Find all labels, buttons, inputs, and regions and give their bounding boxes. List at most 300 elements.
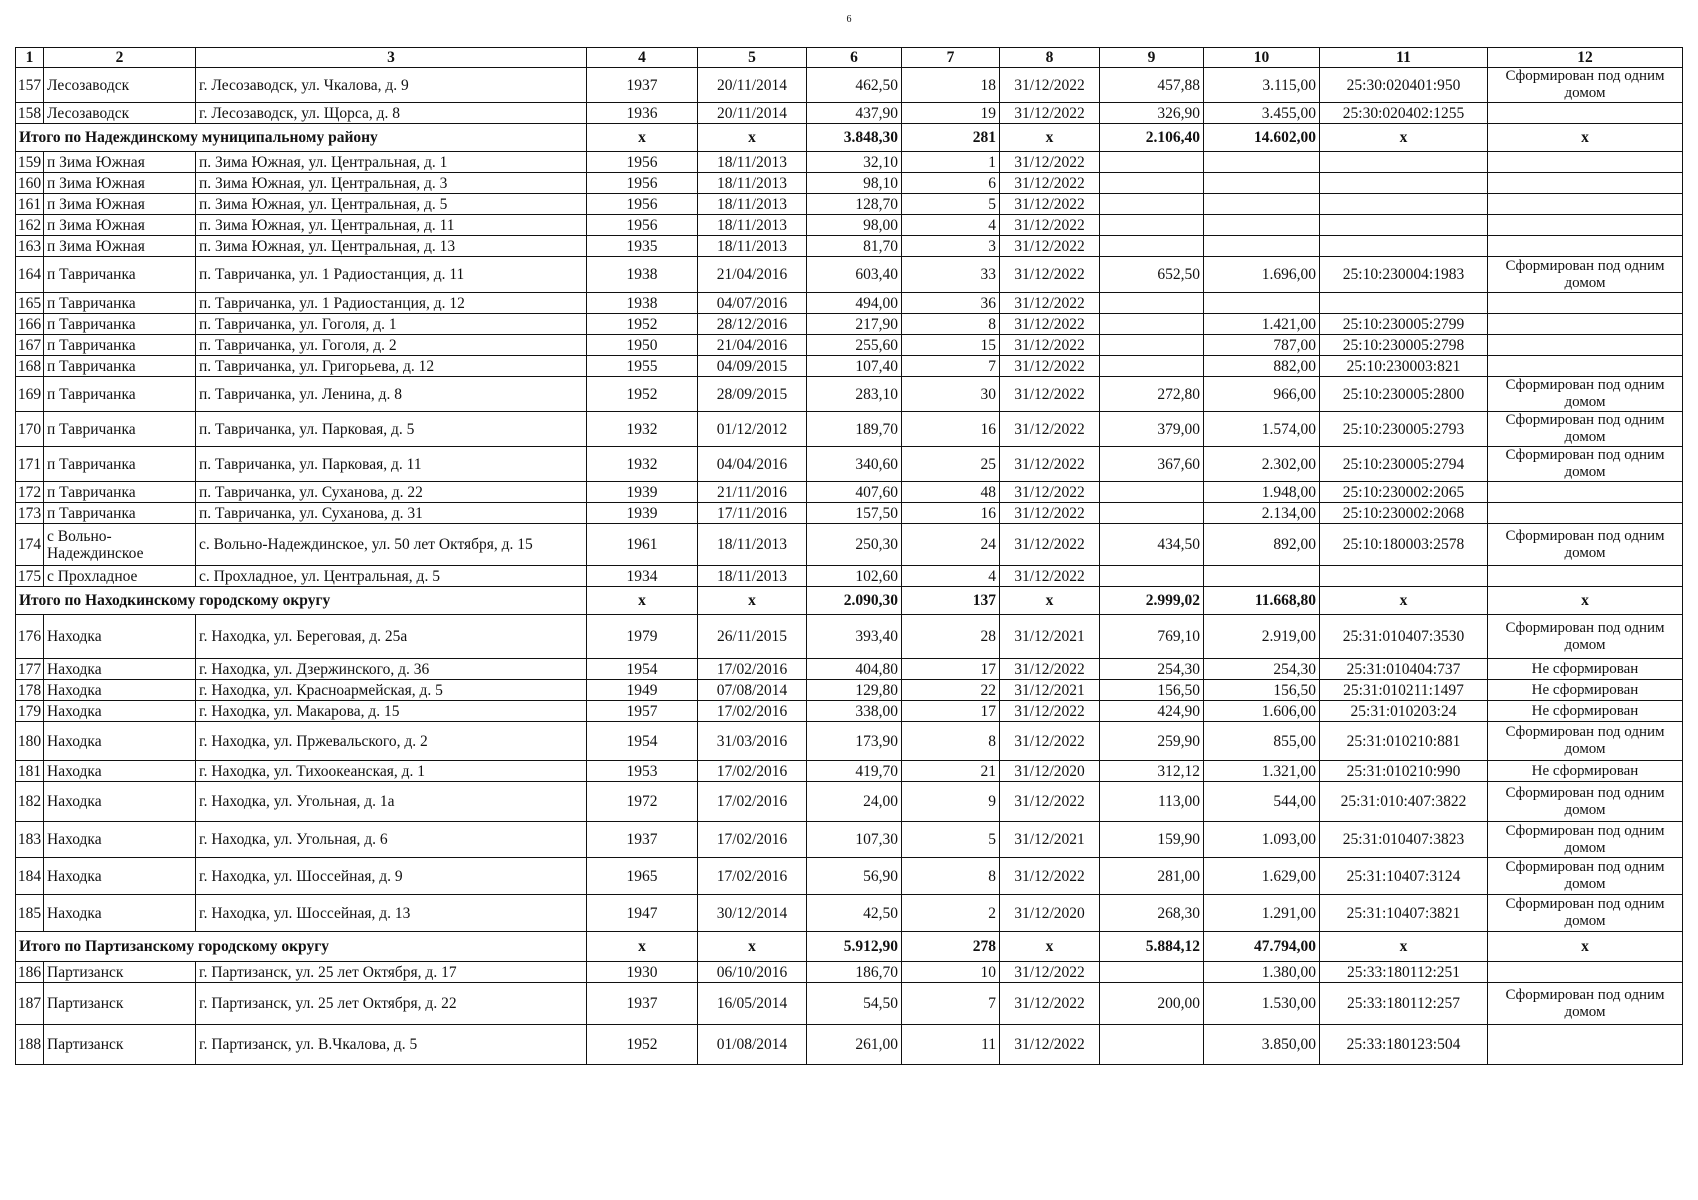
land-area-cell: 434,50 [1100,524,1204,566]
table-row [16,524,1683,566]
locality-cell: п Зима Южная [44,194,196,215]
address-cell: г. Партизанск, ул. В.Чкалова, д. 5 [196,1025,587,1065]
deadline-cell: 31/12/2022 [1000,524,1100,566]
cadastral-cell [1320,215,1488,236]
address-cell: г. Находка, ул. Угольная, д. 1а [196,782,587,822]
table-row [16,335,1683,356]
date-cell: 31/03/2016 [698,722,807,761]
year-cell: 1937 [587,822,698,858]
cadastral-cell: 25:33:180112:251 [1320,962,1488,983]
note-cell: Сформирован под одним домом [1488,858,1683,895]
area-cell: 407,60 [807,482,902,503]
row-number-cell: 167 [16,335,44,356]
address-cell: п. Тавричанка, ул. 1 Радиостанция, д. 11 [196,257,587,293]
year-cell: 1952 [587,314,698,335]
land-area-cell [1100,503,1204,524]
col-header: 10 [1204,48,1320,68]
locality-cell: п Тавричанка [44,314,196,335]
note-cell: Сформирован под одним домом [1488,257,1683,293]
table-row [16,1025,1683,1065]
deadline-cell: 31/12/2022 [1000,962,1100,983]
plot-area-cell [1204,293,1320,314]
area-cell: 419,70 [807,761,902,782]
deadline-cell: 31/12/2022 [1000,482,1100,503]
cadastral-cell [1320,194,1488,215]
cadastral-cell: 25:10:230002:2068 [1320,503,1488,524]
address-cell: г. Лесозаводск, ул. Чкалова, д. 9 [196,68,587,103]
deadline-cell: 31/12/2022 [1000,215,1100,236]
deadline-cell: 31/12/2022 [1000,356,1100,377]
people-cell: 137 [902,587,1000,615]
cadastral-cell: 25:10:230004:1983 [1320,257,1488,293]
address-cell: г. Находка, ул. Угольная, д. 6 [196,822,587,858]
year-cell: 1950 [587,335,698,356]
date-cell: 21/11/2016 [698,482,807,503]
year-cell: 1938 [587,293,698,314]
note-cell: Сформирован под одним домом [1488,615,1683,659]
row-number-cell: 169 [16,377,44,412]
deadline-cell: 31/12/2022 [1000,377,1100,412]
date-cell: 28/12/2016 [698,314,807,335]
note-cell: Не сформирован [1488,701,1683,722]
date-cell: 16/05/2014 [698,983,807,1025]
note-cell: Сформирован под одним домом [1488,524,1683,566]
year-cell: 1957 [587,701,698,722]
locality-cell: п Тавричанка [44,412,196,447]
date-cell: 18/11/2013 [698,524,807,566]
date-cell: 04/07/2016 [698,293,807,314]
land-area-cell: 424,90 [1100,701,1204,722]
table-row [16,215,1683,236]
plot-area-cell: 1.380,00 [1204,962,1320,983]
date-cell: 21/04/2016 [698,257,807,293]
year-cell: 1952 [587,1025,698,1065]
cadastral-cell: 25:33:180112:257 [1320,983,1488,1025]
locality-cell: п Зима Южная [44,173,196,194]
area-cell: 340,60 [807,447,902,482]
table-row [16,615,1683,659]
address-cell: п. Зима Южная, ул. Центральная, д. 3 [196,173,587,194]
deadline-cell: 31/12/2022 [1000,701,1100,722]
plot-area-cell: 882,00 [1204,356,1320,377]
address-cell: г. Лесозаводск, ул. Щорса, д. 8 [196,103,587,124]
date-cell: 18/11/2013 [698,566,807,587]
plot-area-cell: 3.850,00 [1204,1025,1320,1065]
area-cell: 24,00 [807,782,902,822]
cadastral-cell: 25:31:10407:3124 [1320,858,1488,895]
address-cell: п. Тавричанка, ул. Гоголя, д. 1 [196,314,587,335]
row-number-cell: 186 [16,962,44,983]
cadastral-cell [1320,152,1488,173]
plot-area-cell [1204,173,1320,194]
year-cell: 1930 [587,962,698,983]
address-cell: п. Зима Южная, ул. Центральная, д. 1 [196,152,587,173]
plot-area-cell: 1.421,00 [1204,314,1320,335]
date-cell: 06/10/2016 [698,962,807,983]
address-cell: г. Находка, ул. Шоссейная, д. 13 [196,895,587,932]
row-number-cell: 163 [16,236,44,257]
table-row [16,503,1683,524]
plot-area-cell: 1.629,00 [1204,858,1320,895]
cadastral-cell: 25:10:230005:2794 [1320,447,1488,482]
table-row [16,68,1683,103]
address-cell: п. Тавричанка, ул. Суханова, д. 31 [196,503,587,524]
plot-area-cell: 966,00 [1204,377,1320,412]
plot-area-cell: 892,00 [1204,524,1320,566]
note-cell [1488,152,1683,173]
plot-area-cell: 47.794,00 [1204,932,1320,962]
page-number: 6 [846,14,852,25]
area-cell: 462,50 [807,68,902,103]
people-cell: 8 [902,722,1000,761]
locality-cell: п Тавричанка [44,482,196,503]
plot-area-cell: 1.606,00 [1204,701,1320,722]
row-number-cell: 173 [16,503,44,524]
plot-area-cell [1204,194,1320,215]
address-cell: г. Находка, ул. Красноармейская, д. 5 [196,680,587,701]
row-number-cell: 159 [16,152,44,173]
note-cell [1488,566,1683,587]
housing-table [15,47,1683,1065]
table-row [16,895,1683,932]
land-area-cell [1100,482,1204,503]
deadline-cell: 31/12/2022 [1000,194,1100,215]
area-cell: 56,90 [807,858,902,895]
address-cell: п. Зима Южная, ул. Центральная, д. 5 [196,194,587,215]
date-cell: 17/02/2016 [698,822,807,858]
land-area-cell: 5.884,12 [1100,932,1204,962]
address-cell: п. Зима Южная, ул. Центральная, д. 11 [196,215,587,236]
cadastral-cell: 25:31:010211:1497 [1320,680,1488,701]
land-area-cell: 113,00 [1100,782,1204,822]
plot-area-cell: 254,30 [1204,659,1320,680]
row-number-cell: 188 [16,1025,44,1065]
locality-cell: Лесозаводск [44,68,196,103]
year-cell: 1956 [587,173,698,194]
table-row [16,293,1683,314]
date-cell: 17/02/2016 [698,782,807,822]
year-cell: х [587,124,698,152]
date-cell: 28/09/2015 [698,377,807,412]
table-row [16,983,1683,1025]
address-cell: г. Находка, ул. Тихоокеанская, д. 1 [196,761,587,782]
area-cell: 255,60 [807,335,902,356]
people-cell: 11 [902,1025,1000,1065]
date-cell: 17/02/2016 [698,659,807,680]
year-cell: 1936 [587,103,698,124]
locality-cell: Находка [44,701,196,722]
cadastral-cell: х [1320,587,1488,615]
row-number-cell: 161 [16,194,44,215]
plot-area-cell: 2.134,00 [1204,503,1320,524]
plot-area-cell: 544,00 [1204,782,1320,822]
area-cell: 107,40 [807,356,902,377]
note-cell: Сформирован под одним домом [1488,983,1683,1025]
year-cell: 1952 [587,377,698,412]
area-cell: 603,40 [807,257,902,293]
row-number-cell: 175 [16,566,44,587]
cadastral-cell: 25:31:010210:881 [1320,722,1488,761]
plot-area-cell: 787,00 [1204,335,1320,356]
cadastral-cell: 25:10:230005:2793 [1320,412,1488,447]
note-cell [1488,314,1683,335]
col-header: 7 [902,48,1000,68]
table-row [16,858,1683,895]
note-cell [1488,215,1683,236]
land-area-cell: 259,90 [1100,722,1204,761]
col-header: 6 [807,48,902,68]
row-number-cell: 185 [16,895,44,932]
deadline-cell: 31/12/2021 [1000,680,1100,701]
deadline-cell: 31/12/2022 [1000,314,1100,335]
date-cell: 17/02/2016 [698,761,807,782]
cadastral-cell [1320,293,1488,314]
row-number-cell: 187 [16,983,44,1025]
locality-cell: Находка [44,822,196,858]
deadline-cell: х [1000,587,1100,615]
cadastral-cell: 25:31:010203:24 [1320,701,1488,722]
year-cell: 1954 [587,722,698,761]
locality-cell: Партизанск [44,1025,196,1065]
cadastral-cell: 25:31:010:407:3822 [1320,782,1488,822]
note-cell: х [1488,587,1683,615]
date-cell: 20/11/2014 [698,103,807,124]
locality-cell: п Зима Южная [44,215,196,236]
row-number-cell: 174 [16,524,44,566]
note-cell: Сформирован под одним домом [1488,782,1683,822]
people-cell: 48 [902,482,1000,503]
land-area-cell [1100,293,1204,314]
date-cell: 26/11/2015 [698,615,807,659]
people-cell: 281 [902,124,1000,152]
land-area-cell: 272,80 [1100,377,1204,412]
deadline-cell: 31/12/2020 [1000,761,1100,782]
people-cell: 30 [902,377,1000,412]
land-area-cell: 326,90 [1100,103,1204,124]
year-cell: 1939 [587,482,698,503]
address-cell: г. Находка, ул. Пржевальского, д. 2 [196,722,587,761]
area-cell: 32,10 [807,152,902,173]
table-row [16,194,1683,215]
locality-cell: Находка [44,858,196,895]
locality-cell: Лесозаводск [44,103,196,124]
people-cell: 9 [902,782,1000,822]
land-area-cell: 268,30 [1100,895,1204,932]
subtotal-row [16,124,1683,152]
deadline-cell: 31/12/2022 [1000,152,1100,173]
deadline-cell: 31/12/2022 [1000,659,1100,680]
people-cell: 16 [902,412,1000,447]
locality-cell: п Тавричанка [44,356,196,377]
area-cell: 250,30 [807,524,902,566]
address-cell: п. Зима Южная, ул. Центральная, д. 13 [196,236,587,257]
people-cell: 10 [902,962,1000,983]
cadastral-cell: 25:10:230005:2800 [1320,377,1488,412]
area-cell: 186,70 [807,962,902,983]
plot-area-cell: 1.291,00 [1204,895,1320,932]
row-number-cell: 182 [16,782,44,822]
date-cell: 01/12/2012 [698,412,807,447]
cadastral-cell: х [1320,124,1488,152]
people-cell: 17 [902,659,1000,680]
year-cell: 1932 [587,447,698,482]
area-cell: 338,00 [807,701,902,722]
note-cell [1488,173,1683,194]
cadastral-cell: 25:30:020402:1255 [1320,103,1488,124]
note-cell: Сформирован под одним домом [1488,895,1683,932]
people-cell: 7 [902,983,1000,1025]
row-number-cell: 183 [16,822,44,858]
land-area-cell: 281,00 [1100,858,1204,895]
locality-cell: п Тавричанка [44,447,196,482]
col-header: 12 [1488,48,1683,68]
note-cell [1488,236,1683,257]
area-cell: 437,90 [807,103,902,124]
area-cell: 393,40 [807,615,902,659]
year-cell: 1934 [587,566,698,587]
locality-cell: Находка [44,680,196,701]
table-row [16,236,1683,257]
locality-cell: п Тавричанка [44,335,196,356]
subtotal-row [16,587,1683,615]
plot-area-cell: 1.948,00 [1204,482,1320,503]
table-row [16,173,1683,194]
land-area-cell: 254,30 [1100,659,1204,680]
col-header: 8 [1000,48,1100,68]
area-cell: 3.848,30 [807,124,902,152]
area-cell: 157,50 [807,503,902,524]
land-area-cell [1100,566,1204,587]
plot-area-cell: 1.696,00 [1204,257,1320,293]
date-cell: 17/11/2016 [698,503,807,524]
date-cell: 17/02/2016 [698,858,807,895]
col-header: 4 [587,48,698,68]
locality-cell: Находка [44,761,196,782]
land-area-cell: 652,50 [1100,257,1204,293]
locality-cell: с Прохладное [44,566,196,587]
cadastral-cell: 25:10:230002:2065 [1320,482,1488,503]
deadline-cell: 31/12/2022 [1000,335,1100,356]
row-number-cell: 166 [16,314,44,335]
col-header: 11 [1320,48,1488,68]
year-cell: 1956 [587,152,698,173]
deadline-cell: 31/12/2021 [1000,822,1100,858]
row-number-cell: 179 [16,701,44,722]
date-cell: 07/08/2014 [698,680,807,701]
people-cell: 15 [902,335,1000,356]
note-cell [1488,1025,1683,1065]
area-cell: 404,80 [807,659,902,680]
area-cell: 42,50 [807,895,902,932]
row-number-cell: 177 [16,659,44,680]
year-cell: 1937 [587,68,698,103]
people-cell: 5 [902,822,1000,858]
row-number-cell: 176 [16,615,44,659]
table-row [16,103,1683,124]
land-area-cell: 457,88 [1100,68,1204,103]
address-cell: г. Партизанск, ул. 25 лет Октября, д. 22 [196,983,587,1025]
subtotal-label: Итого по Надеждинскому муниципальному району [16,124,587,152]
land-area-cell: 312,12 [1100,761,1204,782]
land-area-cell: 2.106,40 [1100,124,1204,152]
address-cell: с. Вольно-Надеждинское, ул. 50 лет Октября, д. 15 [196,524,587,566]
col-header: 9 [1100,48,1204,68]
cadastral-cell [1320,173,1488,194]
year-cell: 1937 [587,983,698,1025]
note-cell: Сформирован под одним домом [1488,822,1683,858]
row-number-cell: 184 [16,858,44,895]
area-cell: 107,30 [807,822,902,858]
row-number-cell: 180 [16,722,44,761]
cadastral-cell: 25:31:010407:3823 [1320,822,1488,858]
locality-cell: Находка [44,722,196,761]
note-cell [1488,293,1683,314]
address-cell: п. Тавричанка, ул. Суханова, д. 22 [196,482,587,503]
cadastral-cell: 25:10:230005:2798 [1320,335,1488,356]
year-cell: 1961 [587,524,698,566]
date-cell: 30/12/2014 [698,895,807,932]
locality-cell: Партизанск [44,962,196,983]
address-cell: г. Партизанск, ул. 25 лет Октября, д. 17 [196,962,587,983]
date-cell: 20/11/2014 [698,68,807,103]
note-cell: Сформирован под одним домом [1488,412,1683,447]
note-cell [1488,962,1683,983]
row-number-cell: 157 [16,68,44,103]
year-cell: 1956 [587,194,698,215]
plot-area-cell: 156,50 [1204,680,1320,701]
plot-area-cell: 14.602,00 [1204,124,1320,152]
address-cell: г. Находка, ул. Макарова, д. 15 [196,701,587,722]
plot-area-cell: 2.919,00 [1204,615,1320,659]
date-cell: х [698,587,807,615]
people-cell: 6 [902,173,1000,194]
column-number-row [16,48,1683,68]
deadline-cell: 31/12/2022 [1000,782,1100,822]
date-cell: 18/11/2013 [698,215,807,236]
note-cell [1488,482,1683,503]
subtotal-label: Итого по Находкинскому городскому округу [16,587,587,615]
date-cell: 21/04/2016 [698,335,807,356]
plot-area-cell: 2.302,00 [1204,447,1320,482]
land-area-cell [1100,215,1204,236]
land-area-cell [1100,236,1204,257]
cadastral-cell [1320,566,1488,587]
locality-cell: Находка [44,615,196,659]
table-row [16,152,1683,173]
locality-cell: п Тавричанка [44,377,196,412]
deadline-cell: 31/12/2022 [1000,257,1100,293]
address-cell: п. Тавричанка, ул. Парковая, д. 11 [196,447,587,482]
plot-area-cell [1204,152,1320,173]
deadline-cell: 31/12/2022 [1000,566,1100,587]
date-cell: 01/08/2014 [698,1025,807,1065]
address-cell: п. Тавричанка, ул. Парковая, д. 5 [196,412,587,447]
col-header: 2 [44,48,196,68]
note-cell: Не сформирован [1488,659,1683,680]
row-number-cell: 171 [16,447,44,482]
year-cell: х [587,932,698,962]
table-row [16,356,1683,377]
plot-area-cell: 1.093,00 [1204,822,1320,858]
plot-area-cell: 1.530,00 [1204,983,1320,1025]
land-area-cell: 367,60 [1100,447,1204,482]
land-area-cell: 769,10 [1100,615,1204,659]
area-cell: 283,10 [807,377,902,412]
land-area-cell [1100,152,1204,173]
people-cell: 28 [902,615,1000,659]
area-cell: 494,00 [807,293,902,314]
plot-area-cell: 1.321,00 [1204,761,1320,782]
